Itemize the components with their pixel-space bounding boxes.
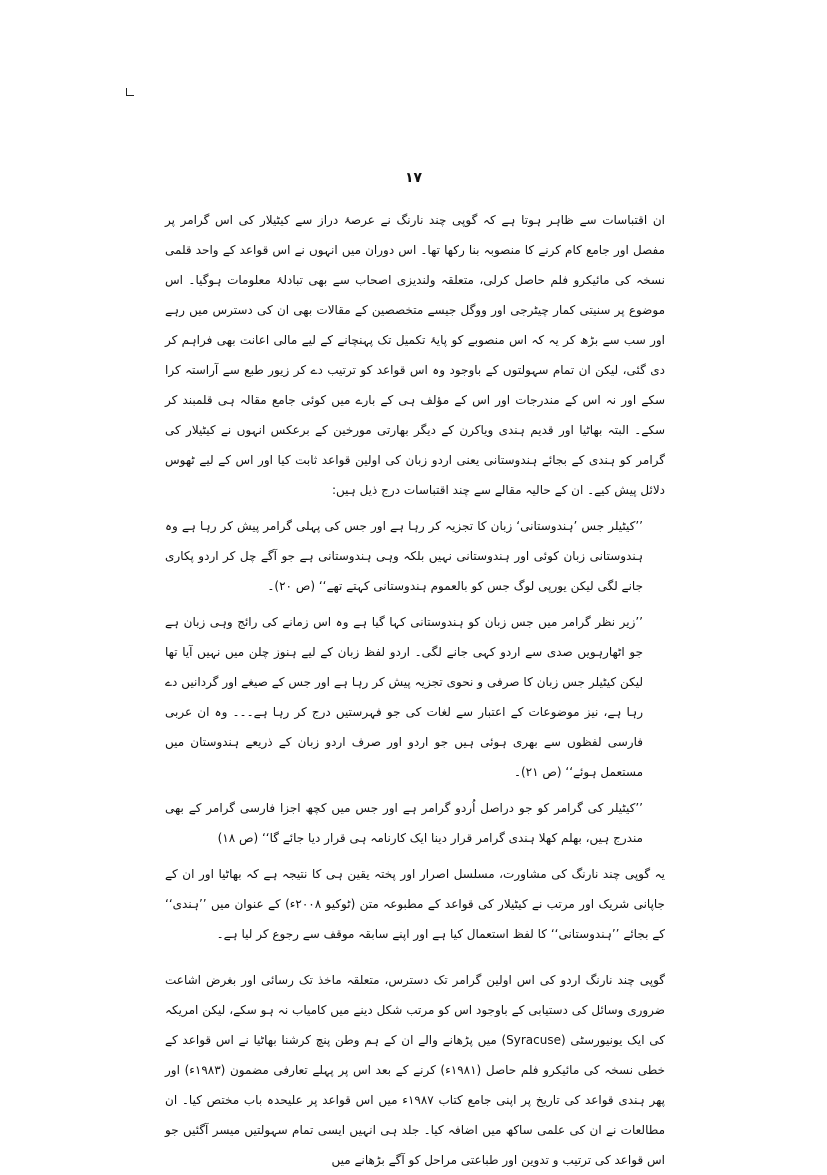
quote-2: ’’زیر نظر گرامر میں جس زبان کو ہندوستانی کہا گیا ہے وہ اس زمانے کی رائج وہی زبان ہے جو اٹھارہویں صدی سے اردو کہی جانے لگی۔ اردو لفظ زبان کے لیے ہنوز چلن میں نہیں آیا تھا لیکن کیٹیلر جس زبان کا صرفی و نحوی تجزیہ پیش کر رہا ہے اور جس کے صیغے اور گردانیں دے رہا ہے، نیز موضوعات کے اعتبار سے لغات کی جو فہرستیں درج کر رہا ہے۔۔۔ وہ ان عربی فارسی لفظوں سے بھری ہوئی ہیں جو اردو اور صرف اردو زبان کے ذریعے ہندوستان میں مستعمل ہوئے‘‘ (ص ۲۱)۔ bbox=[165, 615, 643, 779]
page-number: ۱۷ bbox=[404, 170, 423, 186]
paragraph-consequence: یہ گوپی چند نارنگ کی مشاورت، مسلسل اصرار اور پختہ یقین ہی کا نتیجہ ہے کہ بھاٹیا اور ان کے جاپانی شریک اور مرتب نے کیٹیلار کی قواعد کے مطبوعہ متن (ٹوکیو ۲۰۰۸ء) کے عنوان میں ’’ہندی‘‘ کے بجائے ’’ہندوستانی‘‘ کا لفظ استعمال کیا ہے اور اپنے سابقہ موقف سے رجوع کر لیا ہے۔ bbox=[165, 867, 665, 941]
page-body bbox=[165, 205, 665, 1175]
paragraph-bhatia: گوپی چند نارنگ اردو کی اس اولین گرامر تک دسترس، متعلقہ ماخذ تک رسائی اور بغرض اشاعت ضروری وسائل کی دستیابی کے باوجود اس کو مرتب شکل دینے میں کامیاب نہ ہو سکے، لیکن امریکہ کی ایک یونیورسٹی (Syracuse) میں پڑھانے والے ان کے ہم وطن پنچ کرشنا بھاٹیا نے اس قواعد کے خطی نسخہ کی مائیکرو فلم حاصل (۱۹۸۱ء) کرنے کے بعد اس پر پہلے تعارفی مضمون (۱۹۸۳ء) اور پھر ہندی قواعد کی تاریخ پر اپنی جامع کتاب ۱۹۸۷ء میں اس قواعد پر علیحدہ باب مختص کیا۔ ان مطالعات نے ان کی علمی ساکھ میں اضافہ کیا۔ جلد ہی انہیں ایسی تمام سہولتیں میسر آگئیں جو اس قواعد کی ترتیب و تدوین اور طباعتی مراحل کو آگے بڑھانے میں bbox=[165, 973, 666, 1167]
paragraph-intro: ان اقتباسات سے ظاہر ہوتا ہے کہ گوپی چند نارنگ نے عرصۂ دراز سے کیٹیلار کی اس گرامر پر مفصل اور جامع کام کرنے کا منصوبہ بنا رکھا تھا۔ اس دوران میں انہوں نے اس قواعد کے واحد قلمی نسخہ کی مائیکرو فلم حاصل کرلی، متعلقہ ولندیزی اصحاب سے بھی تبادلۂ معلومات ہوگیا۔ اس موضوع پر سنیتی کمار چیٹرجی اور ووگل جیسے متخصصین کے مقالات بھی ان کی دسترس میں رہے اور سب سے بڑھ کر یہ کہ اس منصوبے کو پایۂ تکمیل تک پہنچانے کے لیے مالی اعانت بھی فراہم کر دی گئی، لیکن ان تمام سہولتوں کے باوجود وہ اس قواعد کو ترتیب دے کر زیور طبع سے آراستہ کرا سکے اور نہ اس کے مندرجات اور اس کے مؤلف ہی کے بارے میں کوئی جامع مقالہ ہی قلمبند کر سکے۔ البتہ بھاٹیا اور قدیم ہندی ویاکرن کے دیگر بھارتی مورخین کے برعکس انہوں نے کیٹیلار کی گرامر کو ہندی کے بجائے ہندوستانی یعنی اردو زبان کی اولین قواعد ثابت کیا اور اس کے لیے ٹھوس دلائل پیش کیے۔ ان کے حالیہ مقالے سے چند اقتباسات درج ذیل ہیں: bbox=[165, 213, 665, 497]
quote-1: ’’کیٹیلر جس ’ہندوستانی‘ زبان کا تجزیہ کر رہا ہے اور جس کی پہلی گرامر پیش کر رہا ہے وہ ہندوستانی زبان کوئی اور ہندوستانی نہیں بلکہ وہی ہندوستانی ہے جو آگے چل کر اردو پکاری جانے لگی لیکن یورپی لوگ جس کو بالعموم ہندوستانی کہتے تھے‘‘ (ص ۲۰)۔ bbox=[165, 519, 643, 593]
corner-crop-mark bbox=[126, 88, 134, 96]
quote-3: ’’کیٹیلر کی گرامر کو جو دراصل اُردو گرامر ہے اور جس میں کچھ اجزا فارسی گرامر کے بھی مندرج ہیں، بھلم کھلا ہندی گرامر قرار دینا ایک کارنامہ ہی قرار دیا جائے گا‘‘ (ص ۱۸) bbox=[165, 801, 643, 845]
